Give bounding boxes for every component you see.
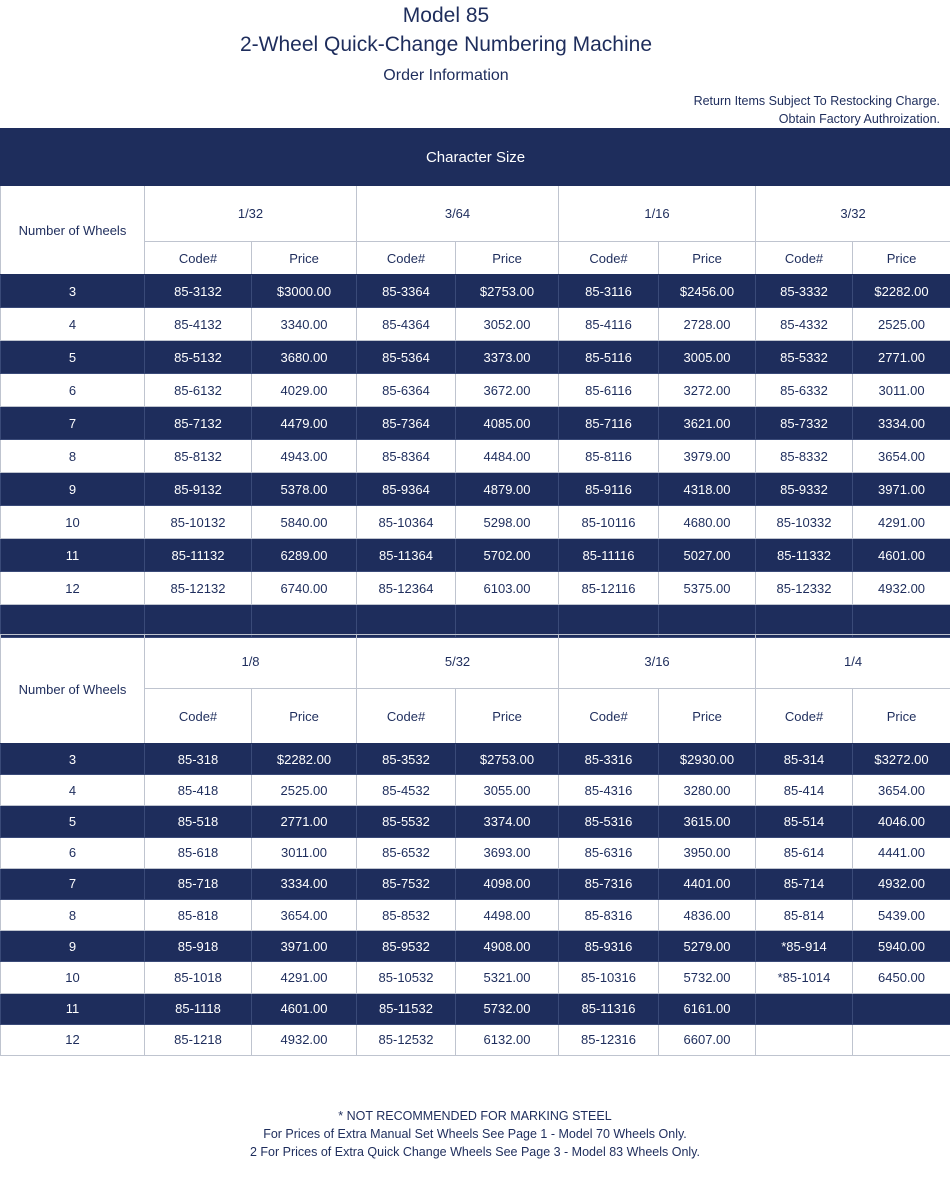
code-cell: 85-12364 — [357, 572, 456, 605]
table-row — [1, 899, 950, 930]
price-column-header: Price — [456, 689, 559, 744]
price-table-large-sizes — [0, 634, 950, 1056]
price-cell: 3654.00 — [252, 899, 357, 930]
code-cell: 85-7132 — [145, 407, 252, 440]
code-cell: 85-7116 — [559, 407, 659, 440]
code-cell: 85-10532 — [357, 962, 456, 993]
price-cell: 4441.00 — [853, 837, 950, 868]
price-cell: 5027.00 — [659, 539, 756, 572]
code-cell: *85-1014 — [756, 962, 853, 993]
table-row — [1, 407, 950, 440]
code-cell: 85-3532 — [357, 744, 456, 775]
price-cell: 4479.00 — [252, 407, 357, 440]
code-column-header: Code# — [756, 242, 853, 275]
wheels-count-cell: 9 — [1, 473, 145, 506]
table-row — [1, 744, 950, 775]
code-cell: 85-7532 — [357, 868, 456, 899]
code-cell: 85-8364 — [357, 440, 456, 473]
code-cell: 85-3364 — [357, 275, 456, 308]
table2-body — [1, 744, 950, 1056]
price-cell: 6740.00 — [252, 572, 357, 605]
price-cell: 5702.00 — [456, 539, 559, 572]
code-cell: 85-10332 — [756, 506, 853, 539]
price-cell: 4098.00 — [456, 868, 559, 899]
code-column-header: Code# — [145, 242, 252, 275]
code-cell: 85-8532 — [357, 899, 456, 930]
wheels-count-cell: 7 — [1, 407, 145, 440]
price-cell: 5940.00 — [853, 931, 950, 962]
price-cell: $2456.00 — [659, 275, 756, 308]
wheels-count-cell: 11 — [1, 539, 145, 572]
footnote-steel-warning: * NOT RECOMMENDED FOR MARKING STEEL — [338, 1109, 612, 1123]
code-cell: 85-414 — [756, 775, 853, 806]
price-cell: 3272.00 — [659, 374, 756, 407]
price-cell: $3272.00 — [853, 744, 950, 775]
table-row — [1, 775, 950, 806]
price-cell: 5375.00 — [659, 572, 756, 605]
code-cell: 85-6316 — [559, 837, 659, 868]
code-column-header: Code# — [357, 242, 456, 275]
code-cell: 85-10132 — [145, 506, 252, 539]
footnote-manual-wheels: For Prices of Extra Manual Set Wheels See Page 1 - Model 70 Wheels Only. — [263, 1127, 687, 1141]
code-cell: 85-12132 — [145, 572, 252, 605]
code-cell: 85-6116 — [559, 374, 659, 407]
code-cell: 85-518 — [145, 806, 252, 837]
price-cell: 2525.00 — [853, 308, 950, 341]
price-cell: $3000.00 — [252, 275, 357, 308]
table-row — [1, 962, 950, 993]
code-cell: 85-4132 — [145, 308, 252, 341]
page-subtitle: Order Information — [383, 67, 509, 84]
price-cell: $2282.00 — [252, 744, 357, 775]
table-row — [1, 308, 950, 341]
code-column-header: Code# — [756, 689, 853, 744]
code-cell: 85-1018 — [145, 962, 252, 993]
code-cell: 85-7332 — [756, 407, 853, 440]
price-cell: 3011.00 — [853, 374, 950, 407]
code-cell: 85-5364 — [357, 341, 456, 374]
code-cell: 85-3116 — [559, 275, 659, 308]
table-row — [1, 341, 950, 374]
code-cell: 85-418 — [145, 775, 252, 806]
table-row — [1, 374, 950, 407]
price-cell: $2930.00 — [659, 744, 756, 775]
wheels-count-cell: 6 — [1, 374, 145, 407]
price-cell: 3374.00 — [456, 806, 559, 837]
price-cell: 4318.00 — [659, 473, 756, 506]
price-cell: 3334.00 — [853, 407, 950, 440]
price-cell: 6103.00 — [456, 572, 559, 605]
price-cell: $2753.00 — [456, 744, 559, 775]
code-column-header: Code# — [145, 689, 252, 744]
price-cell: 4908.00 — [456, 931, 559, 962]
price-cell: 4291.00 — [853, 506, 950, 539]
price-cell: 6607.00 — [659, 1024, 756, 1055]
code-column-header: Code# — [357, 689, 456, 744]
wheels-count-cell: 3 — [1, 275, 145, 308]
price-cell: 4932.00 — [252, 1024, 357, 1055]
size-header: 3/32 — [756, 186, 950, 242]
price-cell: 5279.00 — [659, 931, 756, 962]
code-cell: 85-618 — [145, 837, 252, 868]
price-column-header: Price — [252, 689, 357, 744]
table-row — [1, 931, 950, 962]
code-cell: 85-11332 — [756, 539, 853, 572]
code-cell: 85-318 — [145, 744, 252, 775]
code-cell: 85-7316 — [559, 868, 659, 899]
size-header: 3/64 — [357, 186, 559, 242]
code-cell: 85-5532 — [357, 806, 456, 837]
code-cell: 85-10364 — [357, 506, 456, 539]
table-row — [1, 572, 950, 605]
price-cell — [853, 993, 950, 1024]
code-cell: 85-4316 — [559, 775, 659, 806]
price-cell: $2753.00 — [456, 275, 559, 308]
authorization-note: Obtain Factory Authroization. — [778, 112, 940, 126]
number-of-wheels-header: Number of Wheels — [1, 186, 145, 275]
price-cell: 4029.00 — [252, 374, 357, 407]
code-cell: 85-8132 — [145, 440, 252, 473]
table-row — [1, 993, 950, 1024]
code-cell: 85-6532 — [357, 837, 456, 868]
product-name: 2-Wheel Quick-Change Numbering Machine — [239, 33, 653, 56]
price-column-header: Price — [456, 242, 559, 275]
price-column-header: Price — [853, 242, 950, 275]
price-cell: 4085.00 — [456, 407, 559, 440]
code-cell — [756, 993, 853, 1024]
code-cell: 85-6364 — [357, 374, 456, 407]
code-cell: 85-5316 — [559, 806, 659, 837]
code-cell: 85-9532 — [357, 931, 456, 962]
code-cell: 85-10316 — [559, 962, 659, 993]
wheels-count-cell: 5 — [1, 806, 145, 837]
number-of-wheels-header: Number of Wheels — [1, 635, 145, 744]
wheels-count-cell: 12 — [1, 572, 145, 605]
code-cell: 85-12332 — [756, 572, 853, 605]
code-cell — [756, 1024, 853, 1055]
price-cell: 3979.00 — [659, 440, 756, 473]
code-cell: 85-918 — [145, 931, 252, 962]
price-cell: 3950.00 — [659, 837, 756, 868]
code-cell: 85-9316 — [559, 931, 659, 962]
code-column-header: Code# — [559, 242, 659, 275]
code-cell: 85-10116 — [559, 506, 659, 539]
price-cell: 5732.00 — [456, 993, 559, 1024]
price-cell: 5840.00 — [252, 506, 357, 539]
code-cell: 85-714 — [756, 868, 853, 899]
code-cell: 85-3132 — [145, 275, 252, 308]
table-row — [1, 806, 950, 837]
code-cell: 85-314 — [756, 744, 853, 775]
wheels-count-cell: 12 — [1, 1024, 145, 1055]
wheels-count-cell: 10 — [1, 506, 145, 539]
code-cell: 85-7364 — [357, 407, 456, 440]
wheels-count-cell: 8 — [1, 899, 145, 930]
spacer-row — [1, 605, 950, 638]
price-cell: 6450.00 — [853, 962, 950, 993]
code-cell: 85-5332 — [756, 341, 853, 374]
price-cell: 3340.00 — [252, 308, 357, 341]
price-column-header: Price — [252, 242, 357, 275]
price-cell: 2728.00 — [659, 308, 756, 341]
price-cell: 5298.00 — [456, 506, 559, 539]
table-row — [1, 868, 950, 899]
code-cell: 85-614 — [756, 837, 853, 868]
size-header: 1/4 — [756, 635, 950, 689]
code-cell: 85-814 — [756, 899, 853, 930]
wheels-count-cell: 5 — [1, 341, 145, 374]
code-cell: 85-8116 — [559, 440, 659, 473]
price-cell: 4601.00 — [853, 539, 950, 572]
price-cell: 4680.00 — [659, 506, 756, 539]
wheels-count-cell: 10 — [1, 962, 145, 993]
price-column-header: Price — [659, 689, 756, 744]
price-cell: 4484.00 — [456, 440, 559, 473]
price-cell: 3005.00 — [659, 341, 756, 374]
table-row — [1, 506, 950, 539]
code-cell: *85-914 — [756, 931, 853, 962]
price-cell: 5321.00 — [456, 962, 559, 993]
code-cell: 85-12532 — [357, 1024, 456, 1055]
code-cell: 85-718 — [145, 868, 252, 899]
price-cell: 2771.00 — [252, 806, 357, 837]
code-cell: 85-11316 — [559, 993, 659, 1024]
code-cell: 85-1218 — [145, 1024, 252, 1055]
price-cell: 6132.00 — [456, 1024, 559, 1055]
price-cell: 4836.00 — [659, 899, 756, 930]
size-header: 1/32 — [145, 186, 357, 242]
price-cell: 4046.00 — [853, 806, 950, 837]
code-cell: 85-6332 — [756, 374, 853, 407]
code-cell: 85-1118 — [145, 993, 252, 1024]
code-cell: 85-6132 — [145, 374, 252, 407]
code-cell: 85-3316 — [559, 744, 659, 775]
price-cell: 3971.00 — [252, 931, 357, 962]
code-cell: 85-12116 — [559, 572, 659, 605]
price-cell: 4401.00 — [659, 868, 756, 899]
price-cell: 3011.00 — [252, 837, 357, 868]
table-row — [1, 1024, 950, 1055]
price-cell: 4498.00 — [456, 899, 559, 930]
code-cell: 85-11116 — [559, 539, 659, 572]
wheels-count-cell: 3 — [1, 744, 145, 775]
footnote-quick-change-wheels: 2 For Prices of Extra Quick Change Wheels See Page 3 - Model 83 Wheels Only. — [250, 1145, 700, 1159]
price-cell: 3693.00 — [456, 837, 559, 868]
code-cell: 85-9116 — [559, 473, 659, 506]
table-row — [1, 275, 950, 308]
code-cell: 85-12316 — [559, 1024, 659, 1055]
price-cell: 4943.00 — [252, 440, 357, 473]
code-cell: 85-514 — [756, 806, 853, 837]
wheels-count-cell: 6 — [1, 837, 145, 868]
size-header: 1/16 — [559, 186, 756, 242]
code-cell: 85-5116 — [559, 341, 659, 374]
price-cell — [853, 1024, 950, 1055]
price-cell: 2525.00 — [252, 775, 357, 806]
character-size-caption: Character Size — [1, 129, 950, 186]
price-cell: 6289.00 — [252, 539, 357, 572]
table1-body — [1, 275, 950, 605]
code-cell: 85-8316 — [559, 899, 659, 930]
code-cell: 85-9364 — [357, 473, 456, 506]
price-cell: 2771.00 — [853, 341, 950, 374]
table-row — [1, 473, 950, 506]
code-cell: 85-11364 — [357, 539, 456, 572]
price-cell: 4291.00 — [252, 962, 357, 993]
code-column-header: Code# — [559, 689, 659, 744]
price-cell: 3654.00 — [853, 775, 950, 806]
price-cell: 3334.00 — [252, 868, 357, 899]
price-cell: 3621.00 — [659, 407, 756, 440]
price-cell: 3654.00 — [853, 440, 950, 473]
size-header: 5/32 — [357, 635, 559, 689]
code-cell: 85-4116 — [559, 308, 659, 341]
table-row — [1, 440, 950, 473]
price-cell: 3052.00 — [456, 308, 559, 341]
code-cell: 85-818 — [145, 899, 252, 930]
code-cell: 85-5132 — [145, 341, 252, 374]
wheels-count-cell: 9 — [1, 931, 145, 962]
price-cell: 3373.00 — [456, 341, 559, 374]
wheels-count-cell: 8 — [1, 440, 145, 473]
price-cell: 4879.00 — [456, 473, 559, 506]
code-cell: 85-4364 — [357, 308, 456, 341]
wheels-count-cell: 11 — [1, 993, 145, 1024]
price-column-header: Price — [853, 689, 950, 744]
code-cell: 85-4332 — [756, 308, 853, 341]
price-cell: 3971.00 — [853, 473, 950, 506]
price-cell: 3280.00 — [659, 775, 756, 806]
wheels-count-cell: 7 — [1, 868, 145, 899]
code-cell: 85-4532 — [357, 775, 456, 806]
page-title: Model 85 — [402, 4, 490, 27]
price-cell: 4932.00 — [853, 868, 950, 899]
price-cell: 3680.00 — [252, 341, 357, 374]
wheels-count-cell: 4 — [1, 775, 145, 806]
price-cell: 6161.00 — [659, 993, 756, 1024]
restocking-note: Return Items Subject To Restocking Charge. — [693, 94, 940, 108]
code-cell: 85-9132 — [145, 473, 252, 506]
code-cell: 85-9332 — [756, 473, 853, 506]
price-table-small-sizes — [0, 128, 950, 638]
price-cell: 3055.00 — [456, 775, 559, 806]
table-row — [1, 539, 950, 572]
code-cell: 85-11132 — [145, 539, 252, 572]
code-cell: 85-3332 — [756, 275, 853, 308]
code-cell: 85-8332 — [756, 440, 853, 473]
price-cell: 3672.00 — [456, 374, 559, 407]
price-cell: 5439.00 — [853, 899, 950, 930]
price-cell: 5378.00 — [252, 473, 357, 506]
price-cell: 4601.00 — [252, 993, 357, 1024]
price-cell: 4932.00 — [853, 572, 950, 605]
size-header: 1/8 — [145, 635, 357, 689]
size-header: 3/16 — [559, 635, 756, 689]
code-cell: 85-11532 — [357, 993, 456, 1024]
price-cell: 5732.00 — [659, 962, 756, 993]
price-cell: $2282.00 — [853, 275, 950, 308]
price-column-header: Price — [659, 242, 756, 275]
price-cell: 3615.00 — [659, 806, 756, 837]
table-row — [1, 837, 950, 868]
wheels-count-cell: 4 — [1, 308, 145, 341]
